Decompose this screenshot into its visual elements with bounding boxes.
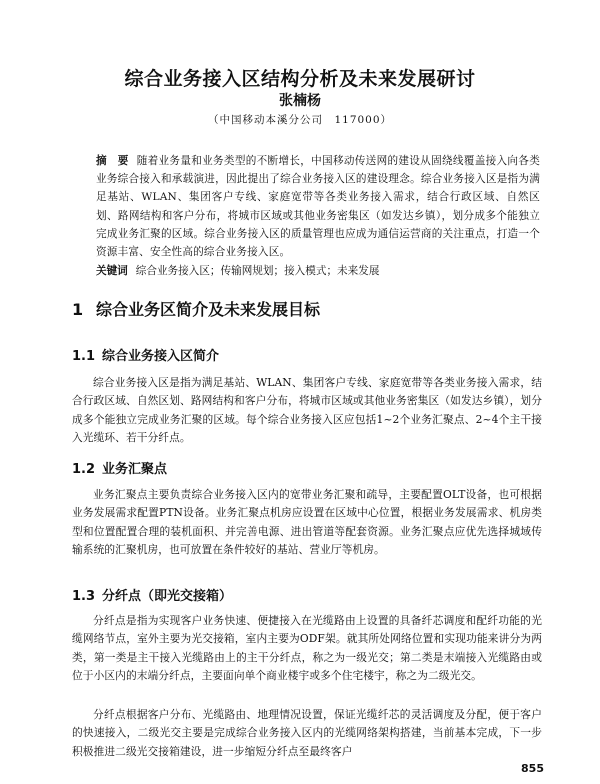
paragraph-1-2: 业务汇聚点主要负责综合业务接入区内的宽带业务汇聚和疏导，主要配置OLT设备，也可根据业务发展需求配置PTN设备。业务汇聚点机房应设置在区域中心位置，根据业务发展需求、机房类型和位置配置合理的装机面积、并完善电源、进出管道等配套资源。业务汇聚点应优先选择城域传输系统的汇聚机房，也可放置在条件较好的基站、营业厅等机房。: [72, 488, 542, 556]
abstract-text: 随着业务量和业务类型的不断增长，中国移动传送网的建设从固绕线覆盖接入向各类业务综合接入和承载演进，因此提出了综合业务接入区的建设理念。综合业务接入区是指为满足基站、WLAN、集团客户专线、家庭宽带等各类业务接入需求，结合行政区域、自然区划、路网结构和客户分布，将城市区域或其他业务密集区（如发达乡镇），划分成多个能独立完成业务汇聚的区域。综合业务接入区的质量管理也应成为通信运营商的关注重点，打造一个资源丰富、安全性高的综合业务接入区。: [96, 155, 540, 259]
paragraph-1-3-b: 分纤点根据客户分布、光缆路由、地理情况设置，保证光缆纤芯的灵活调度及分配，便于客户的快速接入，二级光交主要是完成综合业务接入区内的光缆网络架构搭建，当前基本完成，下一步积极推进二级光交接箱建设，进一步缩短分纤点至最终客户: [72, 708, 542, 758]
subsection-number: 1.2: [72, 462, 96, 477]
keywords-label: 关键词: [96, 265, 128, 277]
page-number: 855: [521, 762, 544, 775]
section-number: 1: [72, 300, 84, 319]
paragraph-1-1: 综合业务接入区是指为满足基站、WLAN、集团客户专线、家庭宽带等各类业务接入需求，结合行政区域、自然区划、路网结构和客户分布，将城市区域或其他业务密集区（如发达乡镇），划分成多个能独立完成业务汇聚的区域。每个综合业务接入区应包括1~2个业务汇聚点、2~4个主干接入光缆环、若干分纤点。: [72, 376, 542, 444]
section-title: 综合业务区简介及未来发展目标: [96, 300, 321, 319]
keywords-text: 综合业务接入区；传输网规划；接入模式；未来发展: [135, 265, 380, 277]
subsection-number: 1.1: [72, 349, 96, 364]
subsection-title: 业务汇聚点: [102, 462, 168, 477]
subsection-title: 综合业务接入区简介: [102, 349, 220, 364]
abstract-label: 摘 要: [96, 155, 129, 167]
subsection-heading-1-2: [72, 458, 542, 477]
subsection-heading-1-3: [72, 585, 542, 604]
subsection-title: 分纤点（即光交接箱）: [102, 589, 233, 604]
paragraph-1-3-a: 分纤点是指为实现客户业务快速、便捷接入在光缆路由上设置的具备纤芯调度和配纤功能的光缆网络节点，室外主要为光交接箱，室内主要为ODF架。就其所处网络位置和实现功能来讲分为两类，第一类是主干接入光缆路由上的主干分纤点，称之为一级光交；第二类是末端接入光缆路由或位于小区内的末端分纤点，主要面向单个商业楼宇或多个住宅楼宇，称之为二级光交。: [72, 614, 542, 682]
author-name: 张楠杨: [279, 93, 321, 109]
subsection-heading-1-1: [72, 345, 542, 364]
paper-title: 综合业务接入区结构分析及未来发展研讨: [124, 68, 476, 90]
author-affiliation: （中国移动本溪分公司 117000）: [207, 114, 393, 126]
section-heading-1: [72, 297, 542, 320]
keywords-block: [96, 263, 540, 279]
subsection-number: 1.3: [72, 589, 96, 604]
abstract-block: [96, 152, 540, 261]
